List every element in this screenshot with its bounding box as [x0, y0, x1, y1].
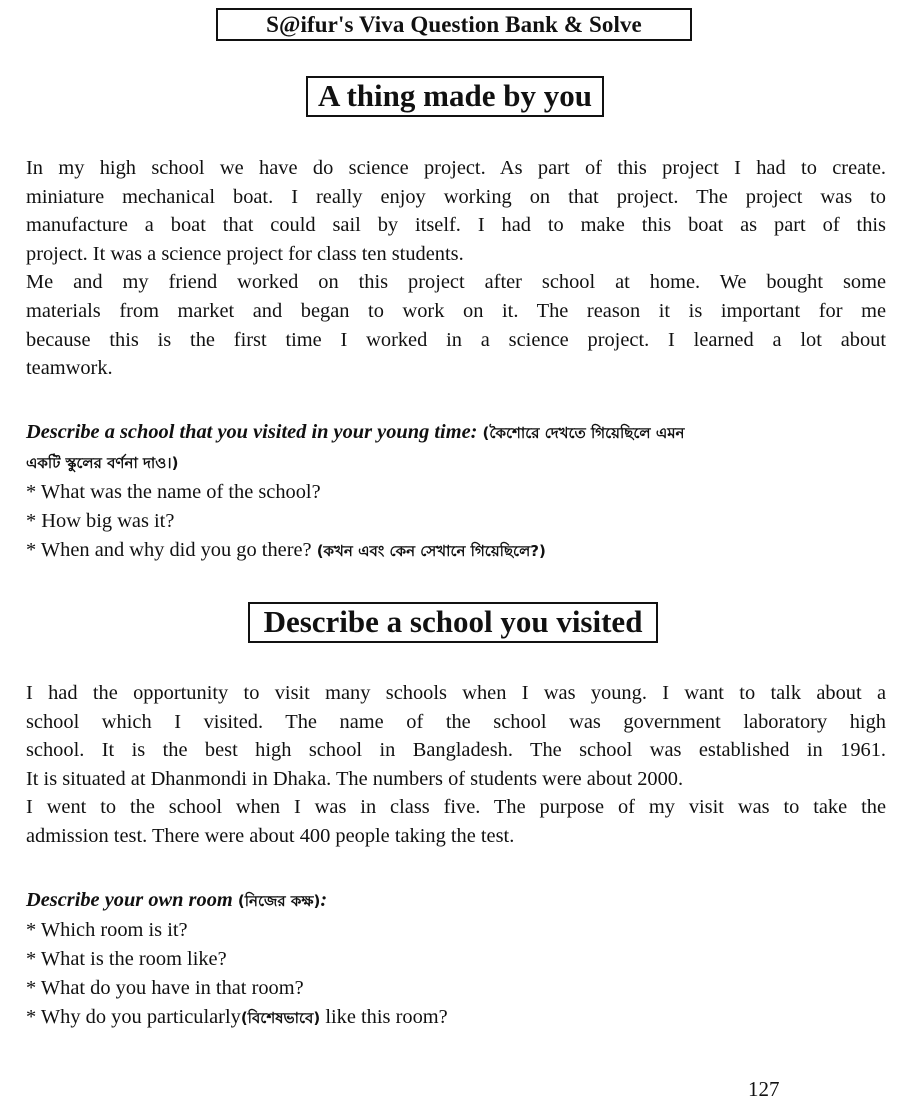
section-title-school-visited: Describe a school you visited	[248, 602, 658, 643]
section2-p1-line4: It is situated at Dhanmondi in Dhaka. The numbers of students were about 2000.	[26, 767, 684, 790]
section1-p1-line3: manufacture a boat that could sail by itself. I had to make this boat as part of this	[26, 214, 886, 237]
question1-bullet2: * How big was it?	[26, 510, 175, 532]
section2-body	[26, 679, 886, 851]
question1-bangla-line1: (কৈশোরে দেখতে গিয়েছিলে এমন	[482, 424, 685, 442]
section1-p1-line1: In my high school we have do science project. As part of this project I had to create.	[26, 157, 886, 179]
question2-bullet3: * What do you have in that room?	[26, 977, 304, 999]
question2-heading: Describe your own room	[26, 889, 233, 911]
question2-bullet4-bangla: (বিশেষভাবে)	[240, 1009, 321, 1027]
question1-bullet3-bangla: (কখন এবং কেন সেখানে গিয়েছিলে?)	[316, 542, 546, 560]
question2-bullet4-end: like this room?	[320, 1006, 448, 1028]
question1-heading: Describe a school that you visited in your young time:	[26, 421, 478, 443]
page-number: 127	[748, 1077, 780, 1101]
question1-bangla-line2: একটি স্কুলের বর্ণনা দাও।)	[26, 454, 179, 472]
section2-p1-line1: I had the opportunity to visit many schools when I was young. I want to talk about a	[26, 682, 886, 704]
question1-bullet3: * When and why did you go there?	[26, 539, 312, 561]
section1-body	[26, 154, 886, 383]
question2-block	[26, 886, 886, 1033]
section1-p2-line4: teamwork.	[26, 357, 113, 380]
question1-block	[26, 418, 886, 566]
question2-bullet1: * Which room is it?	[26, 919, 188, 941]
section1-p2-line1: Me and my friend worked on this project after school at home. We bought some	[26, 271, 886, 294]
section2-p1-line3: school. It is the best high school in Bangladesh. The school was established in 1961.	[26, 739, 886, 762]
section-title-thing-made: A thing made by you	[306, 76, 604, 117]
section2-p2-line1: I went to the school when I was in class five. The purpose of my visit was to take the	[26, 796, 886, 819]
section1-p2-line3: because this is the first time I worked in a science project. I learned a lot about	[26, 328, 886, 351]
section1-p1-line2: miniature mechanical boat. I really enjoy working on that project. The project was to	[26, 185, 886, 208]
section2-p1-line2: school which I visited. The name of the school was government laboratory high	[26, 710, 886, 733]
question2-heading-colon: :	[320, 889, 328, 911]
question2-bullet2: * What is the room like?	[26, 948, 227, 970]
section2-p2-line2: admission test. There were about 400 people taking the test.	[26, 824, 515, 847]
question2-bullet4-start: * Why do you particularly	[26, 1006, 241, 1028]
book-header: S@ifur's Viva Question Bank & Solve	[216, 8, 692, 41]
section1-p2-line2: materials from market and began to work on it. The reason it is important for me	[26, 299, 886, 322]
question2-heading-bangla: (নিজের কক্ষ)	[237, 892, 321, 910]
question1-bullet1: * What was the name of the school?	[26, 481, 321, 503]
section1-p1-line4: project. It was a science project for class ten students.	[26, 242, 464, 265]
